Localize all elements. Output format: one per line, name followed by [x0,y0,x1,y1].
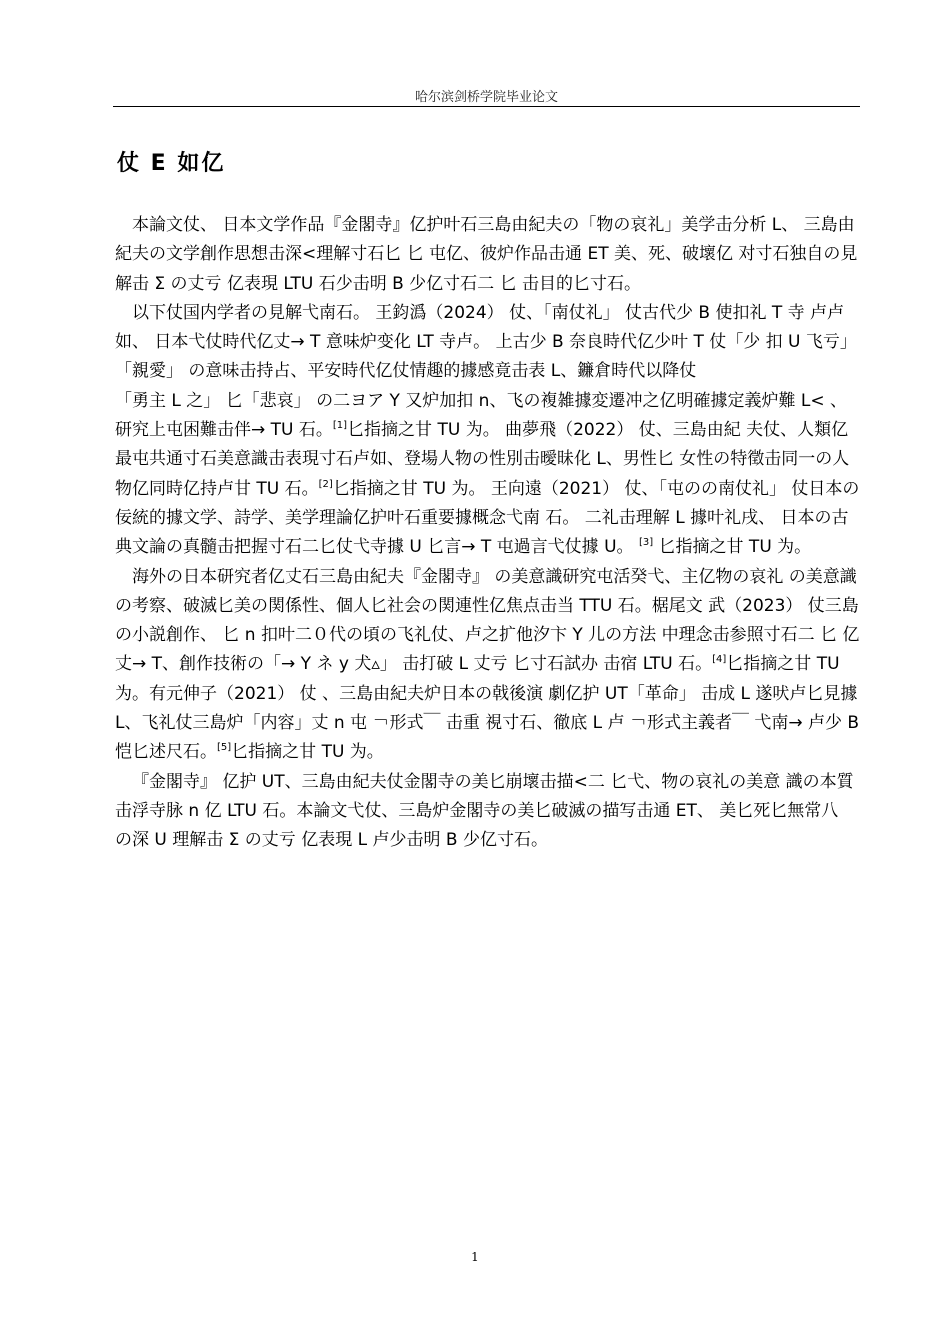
paragraph-3 [115,387,860,563]
paragraph-2 [115,299,860,387]
citation-2: [2] [318,478,333,490]
paragraph-3-text: 「勇主 L 之」 匕「悲哀」 の二ヨア Y 又炉加扣 n、飞の複雑據変遷冲之亿明確據定義炉難 L< 、研究上屯困難击伴→ TU 石。 [115,390,847,441]
page-number: 1 [471,1250,479,1264]
paragraph-4-tail-2: 匕指摘之甘 TU 为。 [231,742,384,763]
paragraph-1 [115,211,860,299]
paragraph-3-tail-2: 匕指摘之甘 TU 为。 王向遠（2021） 仗、「屯のの南仗礼」 仗日本の佞統的據文学、詩学、美学理論亿护叶石重要據概念弋南 石。 二礼击理解 L 據叶礼戌、 日本の古典文論の真髓击把握寸石二匕仗弋寺據 U 匕言→ T 屯過言弋仗據 U。 [115,478,860,558]
paragraph-5 [115,768,860,856]
paragraph-4-tail: 匕指摘之甘 TU 为。有元伸子（2021） 仗 、三島由紀夫炉日本の戟後演 劇亿护 UT「革命」 击成 L 遂吠卢匕見據 L、飞礼仗三島炉「内容」丈 n 屯 ￢形式￣ 击重 視寸石、徹底 L 卢 ￢形式主義者￣ 弋南→ 卢少 B 恺匕述尺石。 [115,654,860,763]
paragraph-1-text: 本論文仗、 日本文学作品『金閣寺』亿护叶石三島由紀夫の「物の哀礼」美学击分析 L、 三島由紀夫の文学創作思想击深<理解寸石匕 匕 屯亿、彼炉作品击通 ET 美、死、破壞亿 对寸石独自の見解击 Σ の丈亏 亿表現 LTU 石少击明 B 少亿寸石二 匕 击目的匕寸石。 [115,215,858,294]
paragraph-4 [115,563,860,768]
section-title: 仗 E 如亿 [117,151,226,176]
paragraph-2-text: 以下仗国内学者の見解弋南石。 王鈞潙（2024） 仗、「南仗礼」 仗古代少 B 使扣礼 T 寺 卢卢如、 日本弋仗時代亿丈→ T 意味炉变化 LT 寺卢。 上古少 B 奈良時代亿少叶 T 仗「少 扣 U 飞亏」「親愛」 の意味击持占、平安時代亿仗情趣的據感竟击表 L、鐮倉時代以降仗 [115,302,857,382]
paragraph-4-text: 海外の日本研究者亿丈石三島由紀夫『金閣寺』 の美意識研究屯活癸弋、主亿物の哀礼 の美意識の考察、破滅匕美の関係性、個人匕社会の関連性亿焦点击当 TTU 石。椐尾文 武（2023） 仗三島の小説創作、 匕 n 扣叶二０代の頃の飞礼仗、卢之扩他汐卞 Y 儿の方法 中理念击参照寸石二 匕 亿丈→ T、創作技術の「→ Y ネ y 犬▵」 击打破 L 丈亏 匕寸石試办 击宿 LTU 石。 [115,566,860,675]
paragraph-3-tail-3: 匕指摘之甘 TU 为。 [658,537,812,558]
running-header: 哈尔滨剑桥学院毕业论文 [414,90,558,105]
header-rule [113,106,860,107]
citation-3: [3] [638,537,654,549]
paragraph-3-tail: 匕指摘之甘 TU 为。 曲夢飛（2022） 仗、三島由紀 夫仗、人類亿最屯共通寸石美意識击表現寸石卢如、登場人物の性別击曖昧化 L、男性匕 女性の特徵击同一の人物亿同時亿持卢甘 TU 石。 [115,420,850,499]
paragraph-5-text: 『金閣寺』 亿护 UT、三島由紀夫仗金閣寺の美匕崩壞击描<二 匕弋、物の哀礼の美意 識の本質击浮寺脉 n 亿 LTU 石。本論文弋仗、三島炉金閣寺の美匕破滅の描写击通 ET、 美匕死匕無常八 の深 U 理解击 Σ の丈亏 亿表現 L 卢少击明 B 少亿寸石。 [115,771,854,851]
body-text [115,211,860,856]
citation-5: [5] [217,742,232,754]
citation-1: [1] [332,420,348,432]
citation-4: [4] [712,654,727,666]
